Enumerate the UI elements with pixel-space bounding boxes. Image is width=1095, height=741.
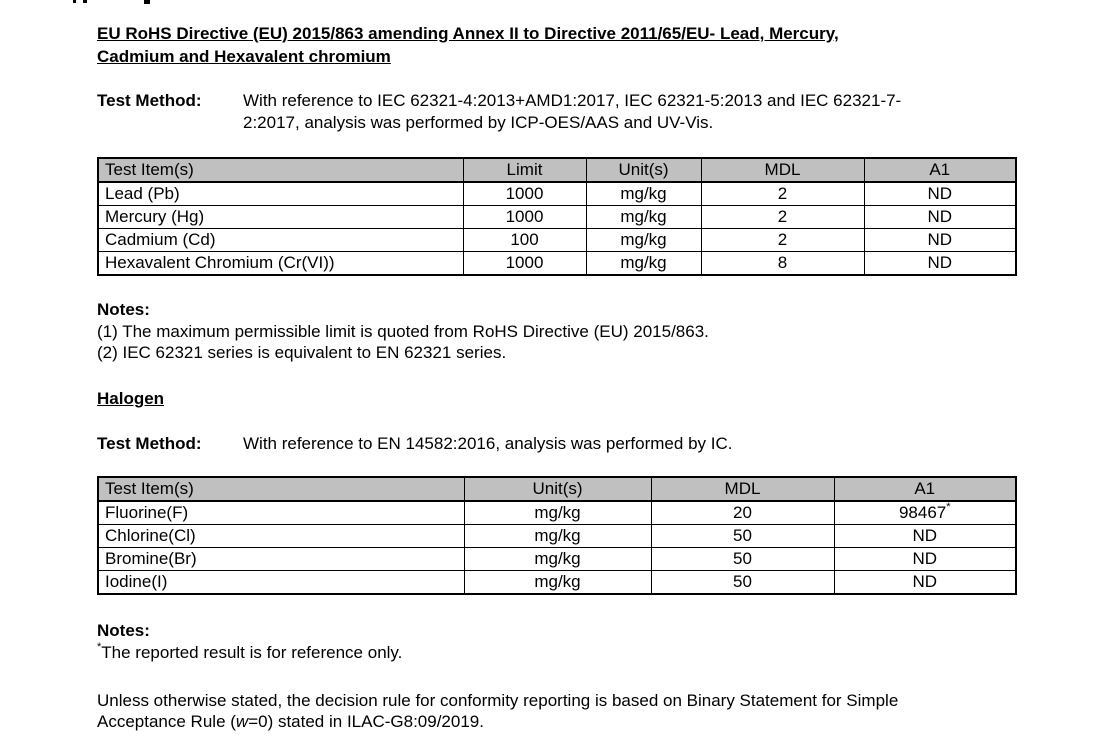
table-row [98, 571, 1016, 595]
table-cell: Chlorine(Cl) [98, 525, 464, 548]
table-cell: mg/kg [586, 206, 701, 229]
note-line: (1) The maximum permissible limit is quoted from RoHS Directive (EU) 2015/863. [97, 321, 709, 341]
table-cell: Fluorine(F) [98, 501, 464, 525]
table-cell: 98467* [834, 501, 1016, 525]
table-cell: ND [834, 571, 1016, 595]
table-cell: 1000 [463, 252, 586, 276]
table-cell: Hexavalent Chromium (Cr(VI)) [98, 252, 463, 276]
table-cell: ND [834, 525, 1016, 548]
table-cell: 50 [651, 571, 834, 595]
table-cell: ND [864, 206, 1016, 229]
test-method-line: With reference to IEC 62321-4:2013+AMD1:2017, IEC 62321-5:2013 and IEC 62321-7- [243, 91, 902, 110]
table-row [98, 206, 1016, 229]
cropped-text-fragment [144, 0, 150, 4]
column-header: A1 [864, 158, 1016, 182]
cropped-text-fragment [73, 0, 76, 3]
column-header: Limit [463, 158, 586, 182]
cropped-text-fragment [83, 0, 87, 3]
test-method-text [243, 433, 732, 455]
table-cell: ND [864, 252, 1016, 276]
section-heading-halogen: Halogen [97, 389, 165, 408]
table-cell: ND [834, 548, 1016, 571]
test-method-line: 2:2017, analysis was performed by ICP-OES/AAS and UV-Vis. [243, 113, 714, 132]
column-header: Test Item(s) [98, 158, 463, 182]
table-row [98, 182, 1016, 206]
column-header: Unit(s) [464, 477, 651, 501]
decision-rule-statement [97, 690, 898, 732]
table-cell: Mercury (Hg) [98, 206, 463, 229]
note-line: (2) IEC 62321 series is equivalent to EN 62321 series. [97, 343, 507, 362]
column-header: MDL [651, 477, 834, 501]
decision-rule-text: =0) stated in ILAC-G8:09/2019. [248, 712, 484, 731]
test-method-label: Test Method: [97, 91, 202, 110]
column-header: Test Item(s) [98, 477, 464, 501]
table-cell: mg/kg [586, 182, 701, 206]
footnote-asterisk: * [97, 640, 102, 653]
footnote-asterisk: * [946, 501, 951, 514]
table-row [98, 548, 1016, 571]
table-cell: 20 [651, 501, 834, 525]
test-method-label: Test Method: [97, 434, 202, 453]
table-cell: 1000 [463, 206, 586, 229]
halogen-test-method-row [97, 433, 732, 455]
table-row [98, 252, 1016, 276]
section-heading-rohs [97, 22, 839, 68]
italic-variable-w: w [235, 712, 249, 731]
table-cell: Iodine(I) [98, 571, 464, 595]
table-cell: 2 [701, 206, 864, 229]
heading-line: Cadmium and Hexavalent chromium [97, 47, 391, 66]
table-cell: 50 [651, 548, 834, 571]
table-header-row [98, 158, 1016, 182]
table-cell: Lead (Pb) [98, 182, 463, 206]
column-header: A1 [834, 477, 1016, 501]
notes-label: Notes: [97, 621, 150, 640]
table-cell: mg/kg [464, 501, 651, 525]
table-cell: ND [864, 229, 1016, 252]
rohs-results-table [97, 157, 1017, 276]
table-cell: mg/kg [586, 252, 701, 276]
table-row [98, 525, 1016, 548]
table-cell: 100 [463, 229, 586, 252]
halogen-results-table [97, 476, 1017, 595]
table-cell: 8 [701, 252, 864, 276]
table-row [98, 229, 1016, 252]
rohs-test-method-row [97, 90, 901, 134]
table-cell: 2 [701, 229, 864, 252]
table-cell: mg/kg [464, 571, 651, 595]
table-cell: ND [864, 182, 1016, 206]
table-cell: mg/kg [464, 548, 651, 571]
notes-label: Notes: [97, 300, 150, 319]
note-text: The reported result is for reference only. [101, 642, 403, 662]
column-header: MDL [701, 158, 864, 182]
decision-rule-line [97, 711, 898, 732]
note-line [97, 642, 402, 664]
table-cell: 1000 [463, 182, 586, 206]
table-cell: Cadmium (Cd) [98, 229, 463, 252]
table-cell: 50 [651, 525, 834, 548]
decision-rule-text: Acceptance Rule ( [97, 712, 236, 731]
heading-line: EU RoHS Directive (EU) 2015/863 amending Annex II to Directive 2011/65/EU- Lead, Mercury, [97, 24, 839, 43]
table-cell: Bromine(Br) [98, 548, 464, 571]
table-header-row [98, 477, 1016, 501]
decision-rule-line: Unless otherwise stated, the decision rule for conformity reporting is based on Binary Statement for Simple [97, 691, 899, 710]
test-method-text [243, 90, 901, 134]
table-row [98, 501, 1016, 525]
column-header: Unit(s) [586, 158, 701, 182]
halogen-notes [97, 620, 402, 663]
test-method-line: With reference to EN 14582:2016, analysis was performed by IC. [243, 434, 733, 453]
table-cell: 2 [701, 182, 864, 206]
rohs-notes [97, 299, 709, 364]
table-cell: mg/kg [464, 525, 651, 548]
table-cell: mg/kg [586, 229, 701, 252]
